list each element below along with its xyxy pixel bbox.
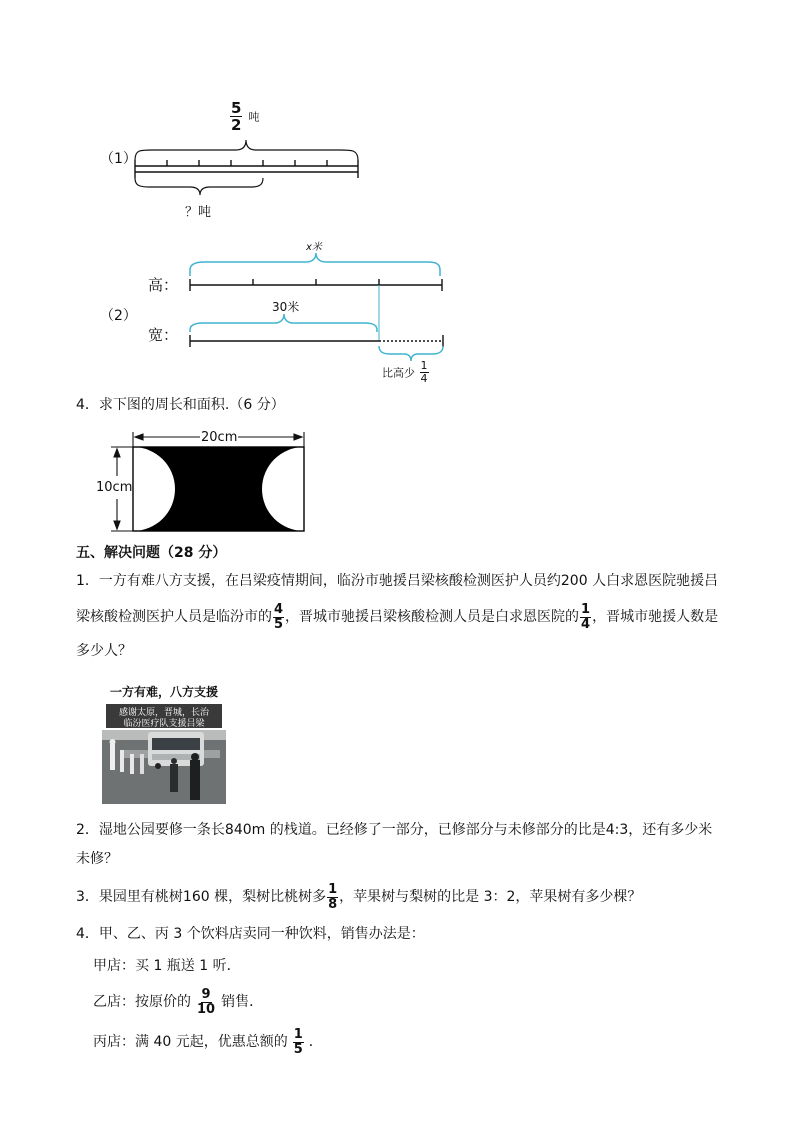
p3-b: ，苹果树与梨树的比是 3：2，苹果树有多少棵？ [339,889,642,905]
diagram2-less-numerator: 1 [420,359,428,372]
diagram2-label: （2） [100,308,137,324]
p1-fraction-2 [580,603,591,632]
p1-line2-c: ，晋城市驰援人数是 [592,609,719,625]
support-photo [102,680,226,804]
diagram1-fraction-numerator: 5 [231,99,242,117]
p4-bing-frac-den: 5 [293,1041,303,1057]
p4-bing-a: 丙店：满 40 元起，优惠总额的 [93,1034,288,1050]
p4-bing-frac-num: 1 [293,1026,303,1042]
diagram1-label: （1） [100,151,137,167]
diagram1-fraction-denominator: 2 [231,116,242,134]
p4-yi-b: 销售． [221,994,264,1010]
p4-yi-fraction [196,988,216,1017]
diagram1-top-brace [135,140,358,160]
diagram1-bottom-brace [135,178,263,195]
p1-fraction-1 [273,603,284,632]
q4-width-label: 20cm [201,430,238,445]
p3-frac-num: 1 [328,881,338,897]
p4-yi-a: 乙店：按原价的 [93,994,191,1010]
p4-yi-frac-den: 10 [197,1001,216,1017]
p2-line2: 未修？ [76,851,118,867]
p1-frac2-num: 1 [581,601,591,617]
photo-banner-2: 感谢太原，晋城，长治 [118,708,209,718]
p2-line1: 2．湿地公园要修一条长840m 的栈道。已经修了一部分，已修部分与未修部分的比是4:3，还有多少米 [76,822,713,838]
diagram1-line-segment [135,160,358,178]
p1-line3: 多少人？ [76,643,132,659]
p4-bing-b: ． [308,1034,323,1050]
p1-frac1-num: 4 [274,601,284,617]
diagram2-height-label: 高： [148,276,179,294]
diagram2-width-label: 宽： [148,326,179,344]
diagram2-less-group [382,360,430,385]
p1-frac2-den: 4 [581,616,591,632]
diagram2-height-segment [190,279,442,291]
p3-a: 3．果园里有桃树160 棵，梨树比桃树多 [76,889,327,905]
p1-line2-b: ，晋城市驰援吕梁核酸检测人员是白求恩医院的 [285,609,580,625]
diagram2-width-brace-label: 30米 [272,300,300,314]
diagram2-width-segment [190,335,379,347]
diagram1-fraction-unit: 吨 [248,110,260,124]
q4-figure [133,447,304,531]
p3-line [76,880,641,914]
p4-yi-frac-num: 9 [201,986,211,1002]
diagram2-top-brace-label: x米 [306,242,322,253]
section5-title: 五、解决问题（28 分） [76,545,227,561]
photo-banner-3: 临汾医疗队支援吕梁 [123,719,205,729]
p1-line1: 1．一方有难八方支援，在吕梁疫情期间，临汾市驰援吕梁核酸检测医护人员约200 人白求恩医院驰援吕 [76,573,719,589]
p4-yi [93,985,263,1019]
diagram1-top-fraction [229,100,260,133]
p3-frac-den: 8 [328,896,338,912]
p4-bing-fraction [293,1028,304,1057]
p3-fraction [327,883,338,912]
p1-line2-a: 梁核酸检测医护人员是临汾市的 [76,609,272,625]
diagram2-less-label: 比高少 [382,366,415,380]
p1-line2 [76,600,718,634]
photo-banner-1: 一方有难，八方支援 [109,685,218,699]
diagram2-less-brace [379,346,443,361]
p4-jia: 甲店：买 1 瓶送 1 听． [93,958,241,974]
p4-bing [93,1025,323,1059]
q4-height-label: 10cm [96,478,132,498]
diagram2-less-denominator: 4 [420,372,428,385]
q4-perimeter-text: 4．求下图的周长和面积.（6 分） [76,397,285,413]
p1-frac1-den: 5 [274,616,284,632]
p4-intro: 4．甲、乙、丙 3 个饮料店卖同一种饮料，销售办法是： [76,926,425,942]
diagram1-bottom-label: ？吨 [185,205,212,220]
